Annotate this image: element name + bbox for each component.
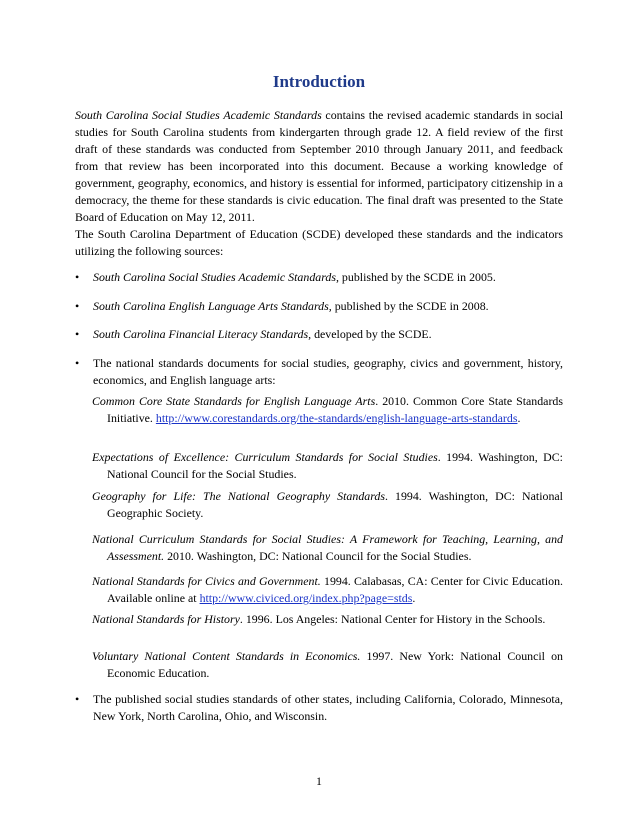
- bullet-italic: South Carolina Social Studies Academic Standards,: [93, 270, 339, 284]
- reference-title: National Standards for History: [92, 612, 240, 626]
- page-number: 1: [316, 774, 322, 788]
- reference-entry: [92, 393, 563, 427]
- reference-text: 2010. Washington, DC: National Council for the Social Studies.: [164, 549, 472, 563]
- reference-title: Common Core State Standards for English Language Arts: [92, 394, 376, 408]
- page-title: Introduction: [272, 72, 366, 91]
- reference-entry: [92, 611, 563, 628]
- reference-text: 1997. New York: National Council on Economic Education.: [107, 649, 564, 680]
- intro-text: contains the revised academic standards in social studies for South Carolina students from kindergarten through grade 12. A field review of the first draft of these standards was conducted from September 2010 through January 2011, and feedback from that review has been incorporated into this document. Because a working knowledge of government, geography, economics, and history is essential for informed, participatory citizenship in a democracy, the theme for these standards is civic education. The final draft was presented to the State Board of Education on May 12, 2011.: [75, 108, 563, 224]
- reference-title: National Curriculum Standards for Social Studies: A Framework for Teaching, Learning, and Assessment.: [92, 532, 563, 563]
- bullet-dot: •: [75, 270, 80, 284]
- reference-entry: [92, 488, 563, 522]
- bullet-plain: published by the SCDE in 2008.: [331, 299, 489, 313]
- reference-title: National Standards for Civics and Government.: [92, 574, 321, 588]
- bullet-text: [93, 326, 563, 343]
- bullet-dot: •: [75, 692, 80, 706]
- reference-entry: [92, 449, 563, 483]
- bullet-plain: developed by the SCDE.: [311, 327, 432, 341]
- reference-after: .: [412, 591, 416, 605]
- intro-italic-lead: South Carolina Social Studies Academic Standards: [75, 108, 322, 122]
- reference-title: Geography for Life: The National Geography Standards: [92, 489, 385, 503]
- reference-title: Voluntary National Content Standards in Economics.: [92, 649, 361, 663]
- sources-intro-paragraph: The South Carolina Department of Education (SCDE) developed these standards and the indicators utilizing the following sources:: [75, 227, 563, 258]
- bullet-text: [93, 298, 563, 315]
- reference-link[interactable]: http://www.civiced.org/index.php?page=stds: [199, 591, 413, 605]
- reference-entry: [92, 531, 563, 565]
- bullet-plain: published by the SCDE in 2005.: [338, 270, 496, 284]
- bullet-text: [93, 355, 563, 389]
- reference-link[interactable]: http://www.corestandards.org/the-standards/english-language-arts-standards: [155, 411, 518, 425]
- reference-text: . 1996. Los Angeles: National Center for History in the Schools.: [239, 612, 546, 626]
- bullet-italic: South Carolina English Language Arts Standards,: [93, 299, 332, 313]
- reference-entry: [92, 648, 563, 682]
- bullet-dot: •: [75, 356, 80, 370]
- bullet-italic: South Carolina Financial Literacy Standards,: [93, 327, 312, 341]
- intro-paragraph: [75, 107, 563, 226]
- reference-text: . 1994. Washington, DC: National Council for the Social Studies.: [107, 450, 563, 481]
- reference-after: .: [517, 411, 521, 425]
- bullet-dot: •: [75, 327, 80, 341]
- bullet-text: The published social studies standards of other states, including California, Colorado, Minnesota, New York, North Carolina, Ohio, and Wisconsin.: [93, 692, 563, 723]
- reference-text: 1994. Calabasas, CA: Center for Civic Education. Available online at: [107, 574, 563, 605]
- reference-text: . 1994. Washington, DC: National Geographic Society.: [107, 489, 563, 520]
- bullet-text: [93, 269, 563, 286]
- bullet-dot: •: [75, 299, 80, 313]
- bullet-plain: The national standards documents for social studies, geography, civics and government, history, economics, and English language arts:: [93, 356, 563, 387]
- reference-text: . 2010. Common Core State Standards Initiative.: [107, 394, 563, 425]
- reference-entry: [92, 573, 563, 607]
- reference-title: Expectations of Excellence: Curriculum Standards for Social Studies: [92, 450, 438, 464]
